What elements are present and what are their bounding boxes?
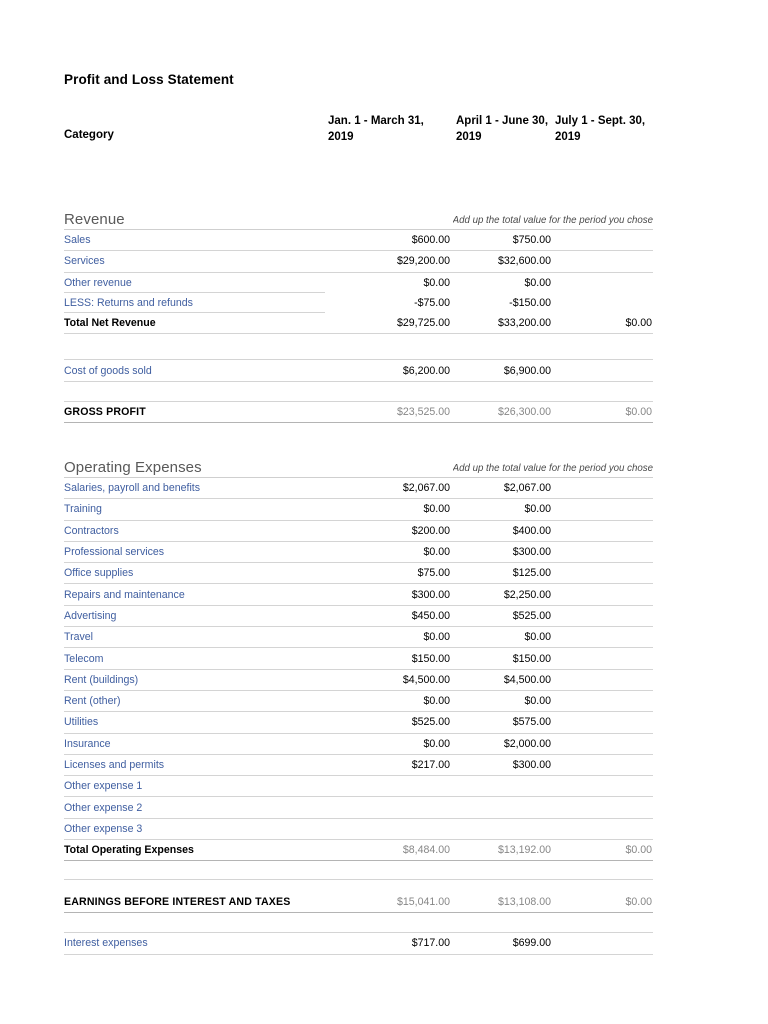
table-row (64, 755, 653, 776)
row-value-q3: $0.00 (625, 317, 652, 330)
table-row (64, 670, 653, 691)
table-row (64, 606, 653, 627)
row-label: Services (64, 255, 105, 268)
table-row (64, 584, 653, 605)
row-value-q1: $600.00 (411, 234, 450, 247)
row-label: Other expense 2 (64, 801, 143, 814)
row-label: Professional services (64, 546, 165, 559)
category-column-header: Category (64, 129, 114, 141)
row-value-q2: $150.00 (512, 652, 551, 665)
row-value-q1: $0.00 (423, 276, 450, 289)
table-row (64, 776, 653, 797)
row-value-q2: $2,250.00 (503, 588, 551, 601)
row-label: Advertising (64, 609, 117, 622)
row-value-q1: $0.00 (423, 546, 450, 559)
row-label: Insurance (64, 737, 111, 750)
table-row-cost-of-goods-sold (64, 360, 653, 381)
row-label: EARNINGS BEFORE INTEREST AND TAXES (64, 896, 291, 909)
row-value-q2: $0.00 (524, 695, 551, 708)
table-row-total-operating-expenses (64, 840, 653, 861)
row-spacer (64, 382, 653, 401)
row-value-q1: $450.00 (411, 609, 450, 622)
table-row-ebit (64, 892, 653, 913)
row-value-q2: $0.00 (524, 276, 551, 289)
row-value-q2: $6,900.00 (503, 364, 551, 377)
table-row (64, 819, 653, 840)
row-value-q1: $6,200.00 (402, 364, 450, 377)
row-label: Travel (64, 631, 94, 644)
row-value-q3: $0.00 (625, 844, 652, 857)
row-value-q2: $0.00 (524, 631, 551, 644)
row-value-q1: $525.00 (411, 716, 450, 729)
row-value-q2: $300.00 (512, 759, 551, 771)
row-label: Total Operating Expenses (64, 844, 194, 857)
table-row (64, 230, 653, 251)
operating-expenses-section-header (64, 451, 653, 478)
row-value-q2: $750.00 (512, 234, 551, 247)
row-value-q1: $0.00 (423, 503, 450, 516)
row-value-q1: $29,200.00 (396, 255, 450, 268)
table-row (64, 627, 653, 648)
row-value-q2: $13,108.00 (497, 896, 551, 909)
row-value-q2: $4,500.00 (503, 673, 551, 686)
row-value-q1: $2,067.00 (402, 482, 450, 495)
operating-expenses-section (64, 451, 653, 880)
row-value-q2: $125.00 (512, 567, 551, 580)
row-label: Licenses and permits (64, 759, 165, 771)
table-row (64, 691, 653, 712)
row-value-q1: $0.00 (423, 695, 450, 708)
ebit-section (64, 892, 653, 955)
table-row (64, 563, 653, 584)
row-label: Rent (buildings) (64, 673, 139, 686)
row-value-q1: $0.00 (423, 737, 450, 750)
table-row (64, 734, 653, 755)
row-value-q1: $150.00 (411, 652, 450, 665)
row-value-q2: $300.00 (512, 546, 551, 559)
table-row (64, 648, 653, 669)
row-label: Repairs and maintenance (64, 588, 185, 601)
row-label: Total Net Revenue (64, 317, 156, 330)
row-value-q1: -$75.00 (414, 297, 450, 310)
row-label: GROSS PROFIT (64, 405, 146, 418)
row-label: Other expense 3 (64, 822, 143, 835)
table-row (64, 542, 653, 563)
row-value-q2: $2,067.00 (503, 482, 551, 495)
row-value-q2: $13,192.00 (497, 844, 551, 857)
table-row (64, 273, 653, 293)
row-label: Training (64, 503, 102, 516)
row-value-q3: $0.00 (625, 896, 652, 909)
operating-expenses-section-note: Add up the total value for the period you chose (452, 463, 653, 474)
row-value-q1: $217.00 (411, 759, 450, 771)
row-label: Contractors (64, 524, 119, 537)
row-value-q2: -$150.00 (509, 297, 551, 310)
row-value-q1: $29,725.00 (396, 317, 450, 330)
row-spacer (64, 861, 653, 879)
page-title: Profit and Loss Statement (64, 72, 234, 87)
row-value-q1: $300.00 (411, 588, 450, 601)
section-divider (64, 879, 653, 880)
row-label: LESS: Returns and refunds (64, 297, 193, 310)
row-value-q2: $575.00 (512, 716, 551, 729)
row-value-q2: $26,300.00 (497, 405, 551, 418)
row-value-q3: $0.00 (625, 405, 652, 418)
row-label: Other revenue (64, 276, 132, 289)
table-row (64, 712, 653, 733)
row-label: Sales (64, 234, 91, 247)
row-value-q2: $699.00 (512, 937, 551, 950)
table-row (64, 797, 653, 818)
revenue-section-note: Add up the total value for the period you chose (452, 215, 653, 226)
table-row (64, 499, 653, 520)
row-value-q1: $4,500.00 (402, 673, 450, 686)
row-value-q1: $8,484.00 (402, 844, 450, 857)
table-row (64, 293, 653, 313)
row-value-q1: $75.00 (417, 567, 450, 580)
row-spacer (64, 913, 653, 932)
revenue-section (64, 203, 653, 423)
row-value-q2: $2,000.00 (503, 737, 551, 750)
row-value-q2: $0.00 (524, 503, 551, 516)
revenue-section-title: Revenue (64, 211, 125, 228)
row-label: Other expense 1 (64, 780, 143, 793)
row-value-q1: $717.00 (411, 937, 450, 950)
operating-expenses-section-title: Operating Expenses (64, 459, 202, 476)
table-row-gross-profit (64, 402, 653, 423)
row-value-q1: $15,041.00 (396, 896, 450, 909)
period-column-header-q1: Jan. 1 - March 31, 2019 (328, 115, 424, 143)
row-value-q1: $200.00 (411, 524, 450, 537)
table-row (64, 251, 653, 272)
column-header-band (64, 111, 653, 151)
row-value-q2: $400.00 (512, 524, 551, 537)
row-value-q2: $525.00 (512, 609, 551, 622)
row-spacer (64, 334, 653, 359)
row-value-q2: $32,600.00 (497, 255, 551, 268)
row-label: Office supplies (64, 567, 134, 580)
row-label: Salaries, payroll and benefits (64, 482, 201, 495)
row-label: Cost of goods sold (64, 364, 152, 377)
table-row (64, 521, 653, 542)
revenue-section-header (64, 203, 653, 230)
table-row-total-net-revenue (64, 313, 653, 334)
table-row (64, 478, 653, 499)
row-label: Rent (other) (64, 695, 121, 708)
row-value-q1: $23,525.00 (396, 405, 450, 418)
table-row-interest-expenses (64, 933, 653, 954)
row-value-q1: $0.00 (423, 631, 450, 644)
period-column-header-q3: July 1 - Sept. 30, 2019 (555, 115, 646, 143)
row-label: Utilities (64, 716, 99, 729)
row-label: Interest expenses (64, 937, 148, 950)
period-column-header-q2: April 1 - June 30, 2019 (456, 115, 549, 143)
row-value-q2: $33,200.00 (497, 317, 551, 330)
row-label: Telecom (64, 652, 104, 665)
